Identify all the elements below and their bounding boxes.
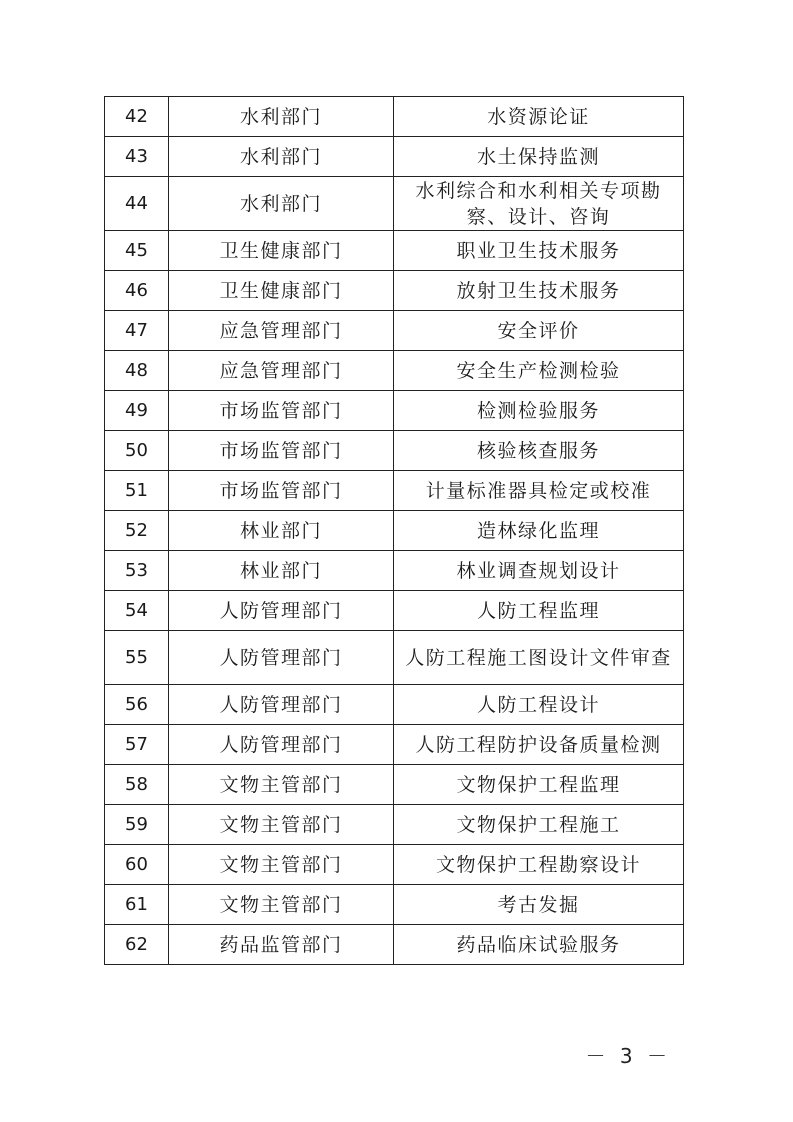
table-row xyxy=(105,391,684,431)
service-item-cell: 林业调查规划设计 xyxy=(394,551,684,591)
department-cell: 应急管理部门 xyxy=(169,311,394,351)
department-cell: 卫生健康部门 xyxy=(169,231,394,271)
service-item-cell: 计量标准器具检定或校准 xyxy=(394,471,684,511)
service-item-cell: 检测检验服务 xyxy=(394,391,684,431)
table-row xyxy=(105,845,684,885)
table-row xyxy=(105,97,684,137)
service-item-cell: 水利综合和水利相关专项勘察、设计、咨询 xyxy=(394,177,684,231)
table-row xyxy=(105,725,684,765)
row-number: 44 xyxy=(105,177,169,231)
service-item-cell: 水资源论证 xyxy=(394,97,684,137)
service-item-cell: 人防工程防护设备质量检测 xyxy=(394,725,684,765)
service-item-cell: 药品临床试验服务 xyxy=(394,925,684,965)
department-cell: 市场监管部门 xyxy=(169,391,394,431)
table-row xyxy=(105,765,684,805)
row-number: 50 xyxy=(105,431,169,471)
row-number: 55 xyxy=(105,631,169,685)
department-cell: 应急管理部门 xyxy=(169,351,394,391)
department-cell: 人防管理部门 xyxy=(169,685,394,725)
table-row xyxy=(105,685,684,725)
table-row xyxy=(105,311,684,351)
row-number: 47 xyxy=(105,311,169,351)
row-number: 56 xyxy=(105,685,169,725)
row-number: 58 xyxy=(105,765,169,805)
service-item-cell: 安全评价 xyxy=(394,311,684,351)
service-item-cell: 文物保护工程监理 xyxy=(394,765,684,805)
department-cell: 文物主管部门 xyxy=(169,805,394,845)
table-row xyxy=(105,925,684,965)
row-number: 54 xyxy=(105,591,169,631)
department-cell: 药品监管部门 xyxy=(169,925,394,965)
department-cell: 市场监管部门 xyxy=(169,471,394,511)
department-cell: 水利部门 xyxy=(169,177,394,231)
department-cell: 文物主管部门 xyxy=(169,885,394,925)
service-item-cell: 核验核查服务 xyxy=(394,431,684,471)
table-row xyxy=(105,231,684,271)
service-item-cell: 人防工程监理 xyxy=(394,591,684,631)
row-number: 49 xyxy=(105,391,169,431)
department-cell: 水利部门 xyxy=(169,137,394,177)
table-row xyxy=(105,471,684,511)
row-number: 45 xyxy=(105,231,169,271)
service-item-cell: 文物保护工程施工 xyxy=(394,805,684,845)
service-item-cell: 放射卫生技术服务 xyxy=(394,271,684,311)
table-row xyxy=(105,511,684,551)
department-cell: 林业部门 xyxy=(169,551,394,591)
table-row xyxy=(105,591,684,631)
table-row xyxy=(105,885,684,925)
table-row xyxy=(105,631,684,685)
table-row xyxy=(105,351,684,391)
table-row xyxy=(105,177,684,231)
service-item-cell: 人防工程设计 xyxy=(394,685,684,725)
service-item-cell: 考古发掘 xyxy=(394,885,684,925)
service-item-cell: 安全生产检测检验 xyxy=(394,351,684,391)
row-number: 48 xyxy=(105,351,169,391)
table-row xyxy=(105,431,684,471)
department-cell: 文物主管部门 xyxy=(169,845,394,885)
service-item-cell: 职业卫生技术服务 xyxy=(394,231,684,271)
row-number: 51 xyxy=(105,471,169,511)
row-number: 42 xyxy=(105,97,169,137)
table-row xyxy=(105,551,684,591)
row-number: 61 xyxy=(105,885,169,925)
service-item-cell: 人防工程施工图设计文件审查 xyxy=(394,631,684,685)
row-number: 52 xyxy=(105,511,169,551)
row-number: 43 xyxy=(105,137,169,177)
table-row xyxy=(105,805,684,845)
department-cell: 卫生健康部门 xyxy=(169,271,394,311)
service-item-cell: 文物保护工程勘察设计 xyxy=(394,845,684,885)
row-number: 62 xyxy=(105,925,169,965)
row-number: 59 xyxy=(105,805,169,845)
page-number: － 3 － xyxy=(585,1044,671,1068)
department-cell: 文物主管部门 xyxy=(169,765,394,805)
department-cell: 人防管理部门 xyxy=(169,725,394,765)
row-number: 60 xyxy=(105,845,169,885)
department-cell: 林业部门 xyxy=(169,511,394,551)
service-item-cell: 水土保持监测 xyxy=(394,137,684,177)
department-cell: 水利部门 xyxy=(169,97,394,137)
row-number: 53 xyxy=(105,551,169,591)
service-item-cell: 造林绿化监理 xyxy=(394,511,684,551)
department-cell: 人防管理部门 xyxy=(169,591,394,631)
service-items-table xyxy=(104,96,684,965)
row-number: 46 xyxy=(105,271,169,311)
department-cell: 人防管理部门 xyxy=(169,631,394,685)
table-row xyxy=(105,137,684,177)
row-number: 57 xyxy=(105,725,169,765)
department-cell: 市场监管部门 xyxy=(169,431,394,471)
table-row xyxy=(105,271,684,311)
